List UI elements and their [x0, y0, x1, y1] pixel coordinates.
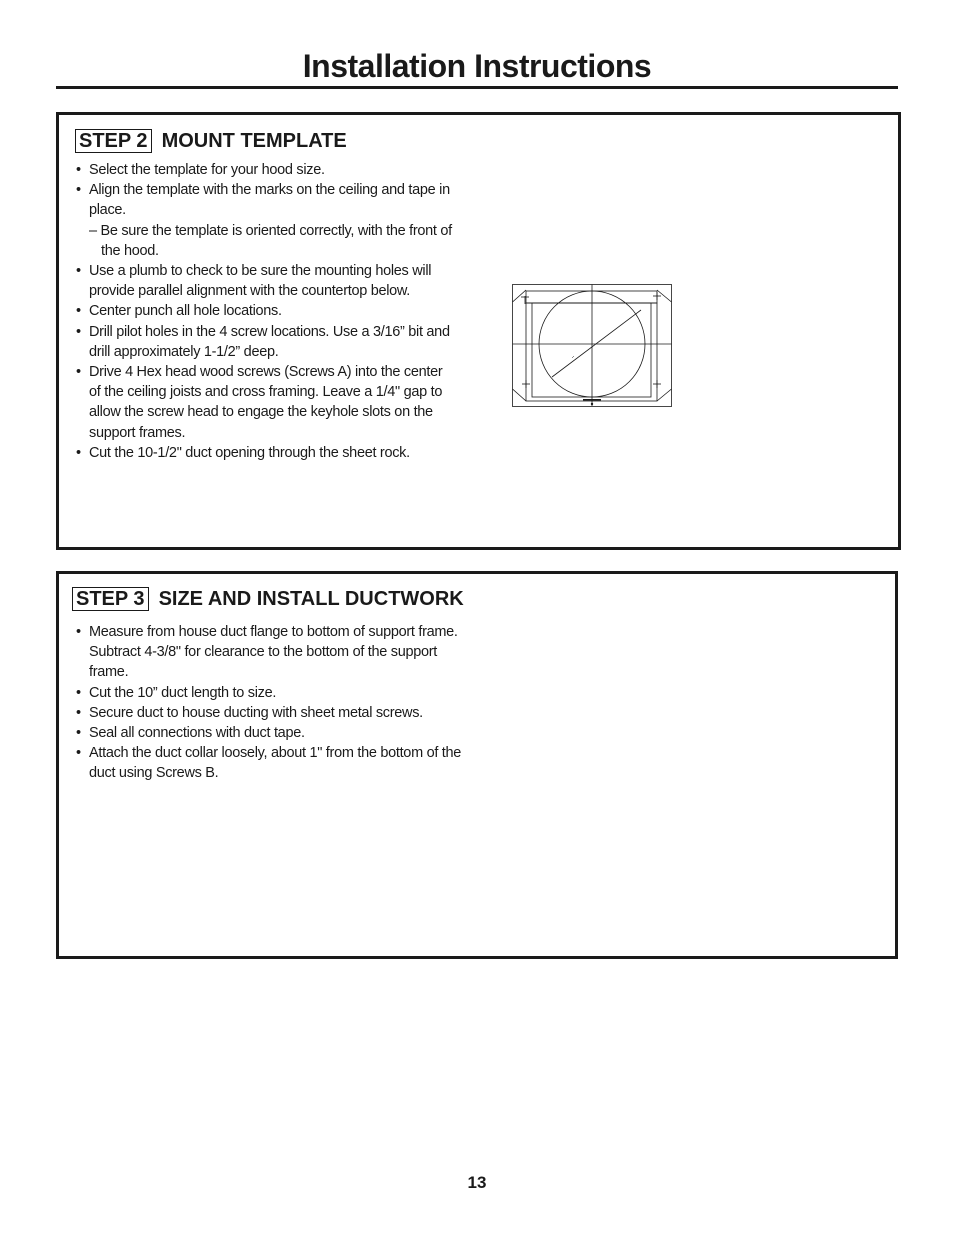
step-2-heading	[75, 129, 347, 153]
bullet-icon: •	[76, 364, 81, 381]
list-item: • Drive 4 Hex head wood screws (Screws A) into the center of the ceiling joists and cross framing. Leave a 1/4" gap to allow the screw head to engage the keyhole slots on the support frames.	[76, 364, 443, 441]
bullet-icon: •	[76, 624, 81, 640]
page-number: 13	[467, 1173, 487, 1192]
sub-item: – Be sure the template is oriented correctly, with the front of the hood.	[89, 222, 452, 259]
list-item: • Align the template with the marks on the ceiling and tape in place. – Be sure the template is oriented correctly, with the front of the hood.	[76, 180, 456, 261]
bullet-icon: •	[76, 323, 81, 340]
step-2-panel	[56, 112, 901, 550]
step-3-instructions	[76, 622, 476, 784]
step-2-label: STEP 2	[75, 129, 152, 153]
list-item: • Center punch all hole locations.	[76, 301, 456, 321]
bullet-icon: •	[76, 303, 81, 320]
bullet-icon: •	[76, 704, 81, 721]
step-2-instructions	[76, 160, 456, 463]
bullet-icon: •	[76, 725, 81, 742]
bullet-icon: •	[76, 263, 81, 280]
bullet-icon: •	[76, 745, 81, 762]
step-3-label: STEP 3	[72, 587, 149, 611]
step-3-panel	[56, 571, 898, 959]
list-item: • Use a plumb to check to be sure the mounting holes will provide parallel alignment with the countertop below.	[76, 263, 432, 300]
step-3-heading	[72, 587, 464, 611]
template-diagram	[512, 284, 672, 407]
list-item: • Cut the 10” duct length to size.	[76, 683, 476, 703]
list-item: • Secure duct to house ducting with sheet metal screws.	[76, 703, 476, 723]
bullet-icon: •	[76, 684, 81, 701]
list-item: • Drill pilot holes in the 4 screw locations. Use a 3/16” bit and drill approximately 1-1/2” deep.	[76, 323, 450, 360]
page-title: Installation Instructions	[302, 48, 652, 84]
list-item: • Seal all connections with duct tape.	[76, 723, 476, 743]
step-2-title: MOUNT TEMPLATE	[161, 130, 347, 152]
list-item: • Measure from house duct flange to bottom of support frame. Subtract 4-3/8" for clearance to the bottom of the support frame.	[76, 624, 458, 681]
bullet-icon: •	[76, 162, 81, 178]
list-item: • Attach the duct collar loosely, about 1" from the bottom of the duct using Screws B.	[76, 745, 462, 782]
title-divider	[56, 86, 898, 89]
step-3-title: SIZE AND INSTALL DUCTWORK	[158, 588, 464, 610]
bullet-icon: •	[76, 182, 81, 199]
list-item: • Cut the 10-1/2" duct opening through the sheet rock.	[76, 443, 456, 463]
bullet-icon: •	[76, 444, 81, 461]
list-item: • Select the template for your hood size.	[76, 160, 456, 180]
